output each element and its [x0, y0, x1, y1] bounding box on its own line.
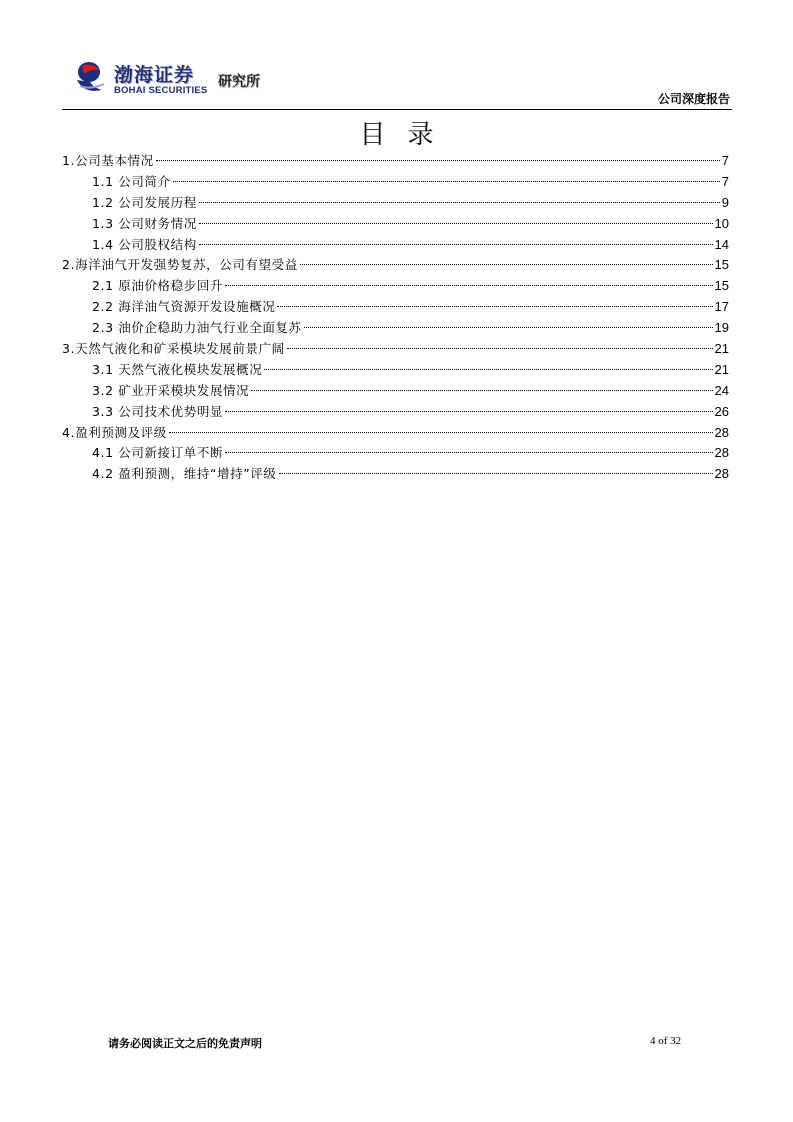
toc-page-number: 26 — [714, 403, 729, 419]
table-of-contents — [62, 151, 729, 485]
toc-page-number: 17 — [714, 299, 729, 315]
header-divider — [62, 109, 732, 110]
institute-label: 研究所 — [218, 74, 260, 90]
toc-entry-title: 4.2 盈利预测，维持“增持”评级 — [92, 466, 277, 482]
footer-disclaimer: 请务必阅读正文之后的免责声明 — [108, 1037, 262, 1050]
toc-dot-leader — [264, 369, 712, 370]
toc-page-number: 28 — [714, 466, 729, 482]
footer-page-number: 4 of 32 — [650, 1035, 682, 1047]
toc-entry-title: 1.3 公司财务情况 — [92, 215, 197, 231]
toc-entry-title: 4.1 公司新接订单不断 — [92, 445, 224, 461]
toc-subentry[interactable] — [62, 235, 729, 256]
toc-page-number: 24 — [714, 382, 729, 398]
toc-subentry[interactable] — [62, 381, 729, 402]
toc-dot-leader — [300, 264, 713, 265]
toc-dot-leader — [225, 452, 712, 453]
toc-dot-leader — [225, 285, 712, 286]
toc-dot-leader — [279, 473, 713, 474]
toc-entry-title: 1.公司基本情况 — [62, 153, 154, 168]
page-header — [62, 56, 732, 110]
toc-subentry[interactable] — [62, 276, 729, 297]
toc-page-number: 28 — [714, 445, 729, 461]
toc-dot-leader — [251, 390, 712, 391]
toc-entry-title: 3.1 天然气液化模块发展概况 — [92, 361, 263, 377]
toc-page-number: 14 — [714, 236, 729, 252]
toc-subentry[interactable] — [62, 193, 729, 214]
toc-dot-leader — [156, 160, 720, 161]
toc-page-number: 28 — [714, 424, 729, 440]
toc-page-number: 9 — [721, 194, 729, 210]
toc-entry-title: 3.2 矿业开采模块发展情况 — [92, 382, 250, 398]
toc-page-number: 10 — [714, 215, 729, 231]
toc-entry-title: 1.1 公司简介 — [92, 173, 171, 189]
toc-page-number: 7 — [721, 173, 729, 189]
logo-chinese-name: 渤海证券 — [114, 64, 195, 86]
logo-english-name: BOHAI SECURITIES — [114, 85, 208, 96]
report-type-label: 公司深度报告 — [657, 92, 730, 106]
toc-dot-leader — [169, 432, 713, 433]
toc-subentry[interactable] — [62, 172, 729, 193]
toc-dot-leader — [277, 306, 712, 307]
toc-subentry[interactable] — [62, 443, 729, 464]
toc-entry-title: 2.1 原油价格稳步回升 — [92, 278, 224, 294]
toc-subentry[interactable] — [62, 464, 729, 485]
toc-page-number: 19 — [714, 320, 729, 336]
toc-entry[interactable] — [62, 151, 729, 172]
toc-entry[interactable] — [62, 339, 729, 360]
bohai-logo-icon — [74, 60, 106, 96]
toc-page-number: 7 — [721, 153, 729, 168]
toc-entry[interactable] — [62, 255, 729, 276]
toc-page-number: 21 — [714, 341, 729, 357]
toc-entry-title: 2.海洋油气开发强势复苏，公司有望受益 — [62, 257, 298, 273]
toc-page-number: 15 — [714, 278, 729, 294]
toc-entry-title: 3.天然气液化和矿采模块发展前景广阔 — [62, 341, 285, 357]
toc-page-number: 21 — [714, 361, 729, 377]
toc-dot-leader — [199, 223, 713, 224]
toc-entry[interactable] — [62, 423, 729, 444]
toc-dot-leader — [287, 348, 713, 349]
toc-subentry[interactable] — [62, 318, 729, 339]
toc-dot-leader — [304, 327, 713, 328]
toc-entry-title: 3.3 公司技术优势明显 — [92, 403, 224, 419]
toc-entry-title: 2.2 海洋油气资源开发设施概况 — [92, 299, 276, 315]
toc-entry-title: 1.2 公司发展历程 — [92, 194, 197, 210]
toc-title: 目录 — [359, 120, 456, 150]
toc-entry-title: 1.4 公司股权结构 — [92, 236, 197, 252]
toc-dot-leader — [199, 202, 720, 203]
toc-entry-title: 4.盈利预测及评级 — [62, 424, 167, 440]
toc-subentry[interactable] — [62, 214, 729, 235]
toc-subentry[interactable] — [62, 297, 729, 318]
toc-subentry[interactable] — [62, 402, 729, 423]
toc-dot-leader — [199, 244, 713, 245]
toc-dot-leader — [173, 181, 720, 182]
toc-dot-leader — [225, 411, 712, 412]
toc-page-number: 15 — [714, 257, 729, 273]
toc-entry-title: 2.3 油价企稳助力油气行业全面复苏 — [92, 320, 302, 336]
toc-subentry[interactable] — [62, 360, 729, 381]
